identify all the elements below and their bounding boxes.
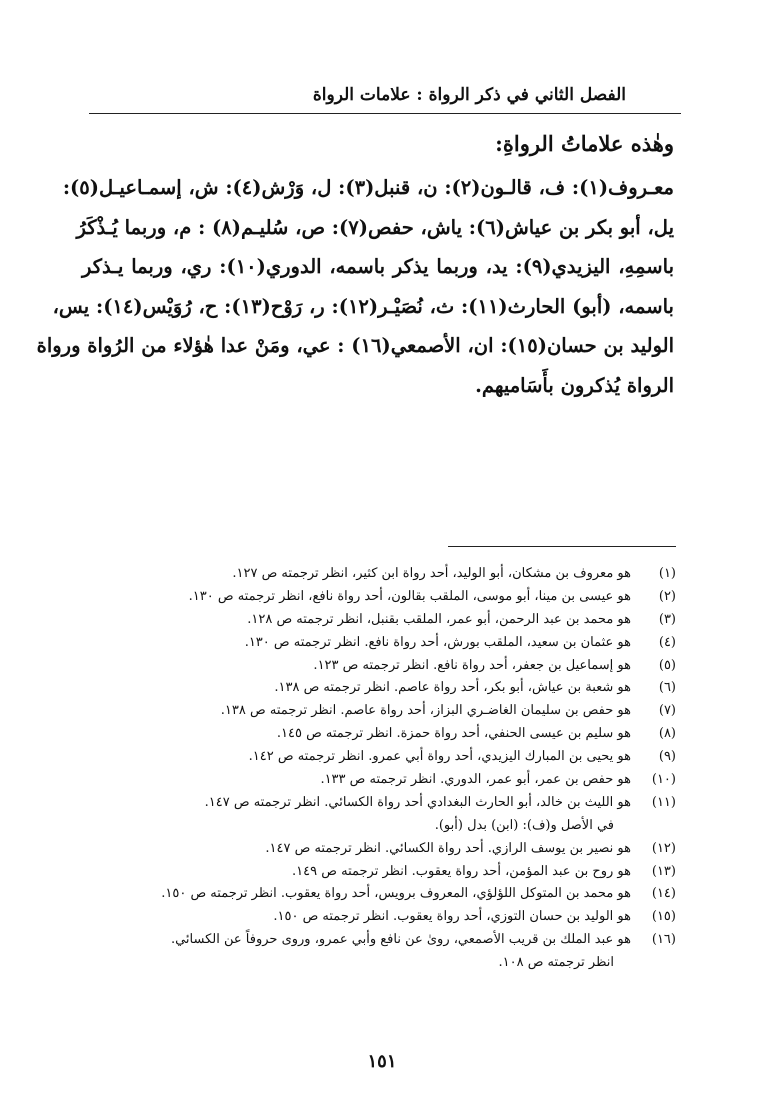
- footnote-number: (٨): [658, 726, 676, 742]
- body-line: باسمه، (أبو) الحارث(١١): ث، نُصَيْـر(١٢): ر، رَوْح(١٣): ح، رُوَيْس(١٤): يس،: [52, 294, 674, 318]
- footnote: [84, 861, 676, 884]
- footnote: [84, 906, 676, 929]
- footnote-text: هو حفص بن سليمان الغاضـري البزاز، أحد رواة عاصم. انظر ترجمته ص ١٣٨.: [220, 703, 631, 719]
- footnote-text: هو شعبة بن عياش، أبو بكر، أحد رواة عاصم. انظر ترجمته ص ١٣٨.: [274, 680, 631, 696]
- footnote: [84, 929, 676, 952]
- body-line: الوليد بن حسان(١٥): ان، الأصمعي(١٦) : عي، ومَنْ عدا هٰؤلاء من الرُواة ورواة: [36, 334, 674, 357]
- footnote-text: هو نصير بن يوسف الرازي. أحد رواة الكسائي. انظر ترجمته ص ١٤٧.: [265, 840, 631, 856]
- footnote-number: (١٢): [651, 840, 676, 856]
- footnote-continuation: [84, 952, 676, 975]
- footnote-number: (٩): [658, 749, 676, 765]
- footnote-text: انظر ترجمته ص ١٠٨.: [498, 955, 614, 971]
- footnote: [84, 700, 676, 723]
- footnote-number: (١٦): [651, 932, 676, 948]
- footnote-text: هو الوليد بن حسان التوزي، أحد رواة يعقوب. انظر ترجمته ص ١٥٠.: [273, 909, 631, 925]
- footnote: [84, 769, 676, 792]
- footnote-continuation: [84, 815, 676, 838]
- page-number: ١٥١: [367, 1051, 397, 1072]
- footnote-number: (١٣): [651, 863, 676, 879]
- footnote: [84, 883, 676, 906]
- footnote: [84, 723, 676, 746]
- body-line: باسمِهِ، اليزيدي(٩): يد، وربما يذكر باسمه، الدوري(١٠): ري، وربما يـذكر: [82, 255, 674, 278]
- footnote: [84, 609, 676, 632]
- footnote-rule: [448, 546, 676, 547]
- footnote: [84, 677, 676, 700]
- footnote: [84, 792, 676, 815]
- footnote-number: (٦): [658, 680, 676, 696]
- footnote-number: (٤): [658, 634, 676, 650]
- footnote-text: هو روح بن عبد المؤمن، أحد رواة يعقوب. انظر ترجمته ص ١٤٩.: [292, 863, 631, 879]
- body-line: يل، أبو بكر بن عياش(٦): ياش، حفص(٧): ص، سُليـم(٨) : م، وربما يُـذْكَرُ: [76, 215, 674, 239]
- footnote: [84, 655, 676, 678]
- footnote-number: (٣): [658, 611, 676, 627]
- footnote-number: (١١): [651, 794, 676, 810]
- footnote-text: هو عثمان بن سعيد، الملقب بورش، أحد رواة نافع. انظر ترجمته ص ١٣٠.: [244, 634, 631, 650]
- footnote-number: (٧): [658, 703, 676, 719]
- footnote-text: هو سليم بن عيسى الحنفي، أحد رواة حمزة. انظر ترجمته ص ١٤٥.: [276, 726, 631, 742]
- footnote: [84, 563, 676, 586]
- footnote-text: هو إسماعيل بن جعفر، أحد رواة نافع. انظر ترجمته ص ١٢٣.: [313, 657, 631, 673]
- footnote-number: (١٤): [651, 886, 676, 902]
- footnote: [84, 632, 676, 655]
- footnote-number: (١٠): [651, 772, 676, 788]
- footnote-number: (٥): [658, 657, 676, 673]
- footnote-text: هو محمد بن عبد الرحمن، أبو عمر، الملقب بقنبل، انظر ترجمته ص ١٢٨.: [247, 611, 631, 627]
- footnote: [84, 586, 676, 609]
- body-line: معـروف(١): ف، قالـون(٢): ن، قنبل(٣): ل، وَرْش(٤): ش، إسمـاعيـل(٥):: [62, 176, 674, 199]
- running-header: الفصل الثاني في ذكر الرواة : علامات الرواة: [312, 85, 626, 105]
- footnote-text: هو يحيى بن المبارك اليزيدي، أحد رواة أبي عمرو. انظر ترجمته ص ١٤٢.: [248, 749, 631, 765]
- footnote: [84, 838, 676, 861]
- footnote-text: هو محمد بن المتوكل اللؤلؤي، المعروف برويس، أحد رواة يعقوب. انظر ترجمته ص ١٥٠.: [161, 886, 631, 902]
- footnote-text: هو عبد الملك بن قريب الأصمعي، روىٰ عن نافع وأبي عمرو، وروى حروفاً عن الكسائي.: [170, 932, 631, 948]
- footnote-text: هو عيسى بن مينا، أبو موسى، الملقب بقالون، أحد رواة نافع، انظر ترجمته ص ١٣٠.: [188, 588, 631, 604]
- section-heading: وهٰذه علاماتُ الرواةِ:: [495, 131, 674, 156]
- header-rule: [89, 113, 681, 114]
- footnote-number: (١): [658, 566, 676, 581]
- footnote-number: (٢): [658, 588, 676, 604]
- footnote-text: هو حفص بن عمر، أبو عمر، الدوري. انظر ترجمته ص ١٣٣.: [320, 772, 631, 788]
- footnote-text: هو الليث بن خالد، أبو الحارث البغدادي أحد رواة الكسائي. انظر ترجمته ص ١٤٧.: [204, 794, 631, 810]
- body-line: الرواة يُذكرون بأَسَاميهم.: [475, 373, 674, 397]
- footnote-text: في الأصل و(ف): (ابن) بدل (أبو).: [434, 817, 614, 833]
- main-text: [36, 168, 674, 405]
- footnote: [84, 746, 676, 769]
- footnote-number: (١٥): [651, 909, 676, 925]
- footnotes: [84, 563, 676, 975]
- footnote-text: هو معروف بن مشكان، أبو الوليد، أحد رواة ابن كثير، انظر ترجمته ص ١٢٧.: [232, 566, 631, 581]
